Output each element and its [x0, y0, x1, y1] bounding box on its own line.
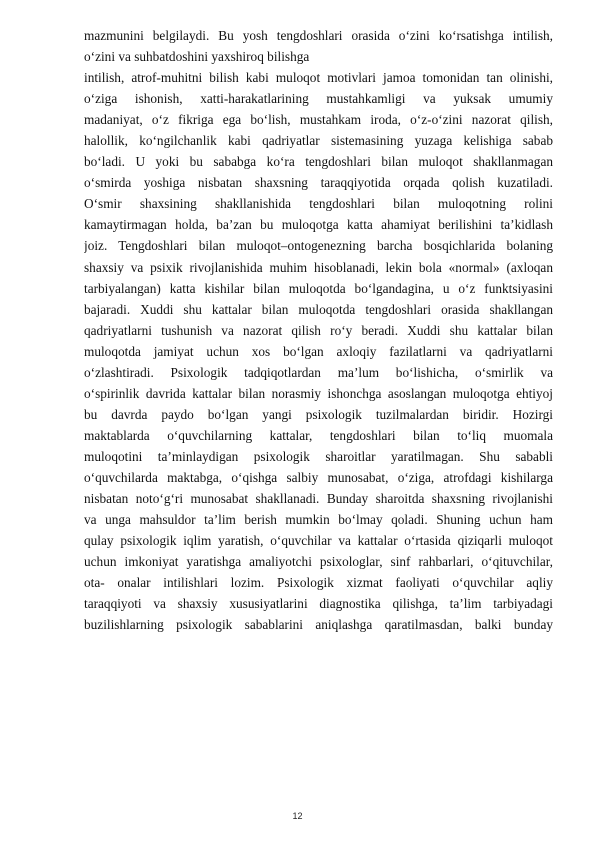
text-line: nisbatan noto‘g‘ri munosabat shakllanadi. Bunday sharoitda shaxsning rivojlanishi: [84, 491, 553, 507]
page-number: 12: [292, 811, 303, 821]
text-line: bajaradi. Xuddi shu kattalar bilan muloqotda tengdoshlari orasida shakllangan: [84, 301, 553, 317]
text-line: intilish, atrof-muhitni bilish kabi muloqot motivlari jamoa tomonidan tan olinishi,: [84, 70, 553, 86]
text-line: madaniyat, o‘z fikriga ega bo‘lish, mustahkam iroda, o‘z-o‘zini nazorat qilish,: [84, 112, 553, 128]
text-line: bo‘ladi. U yoki bu sababga ko‘ra tengdoshlari bilan muloqot shakllanmagan: [84, 154, 553, 170]
text-line: halollik, ko‘ngilchanlik kabi qadriyatlar sistemasining yuzaga kelishiga sabab: [84, 133, 553, 149]
text-line: joiz. Tengdoshlari bilan muloqot–ontogenezning barcha bosqichlarida bolaning: [84, 238, 553, 254]
text-line: o‘spirinlik davrida kattalar bilan norasmiy ishonchga asoslangan muloqotga ehtiyoj: [84, 385, 553, 401]
body-text: [84, 25, 553, 635]
text-line: o‘ziga ishonish, xatti-harakatlarining mustahkamligi va yuksak umumiy: [84, 91, 553, 107]
text-line: o‘zini va suhbatdoshini yaxshiroq bilishga: [84, 49, 310, 65]
text-line: taraqqiyoti va shaxsiy xususiyatlarini diagnostika qilishga, ta’lim tarbiyadagi: [84, 596, 553, 612]
text-line: kamaytirmagan holda, ba’zan bu muloqotga katta ahamiyat berilishini ta’kidlash: [84, 217, 553, 233]
text-line: bu davrda paydo bo‘lgan yangi psixologik tuzilmalardan biridir. Hozirgi: [84, 406, 553, 422]
text-line: shaxsiy va psixik rivojlanishida muhim hisoblanadi, lekin bola «normal» (axloqan: [84, 259, 553, 275]
text-line: o‘smirda yoshiga nisbatan shaxsning taraqqiyotida orqada qolish kuzatiladi.: [84, 175, 553, 191]
text-line: o‘zlashtiradi. Psixologik tadqiqotlardan ma’lum bo‘lishicha, o‘smirlik va: [84, 364, 553, 380]
text-line: ota- onalar intilishlari lozim. Psixologik xizmat faoliyati o‘quvchilar aqliy: [84, 575, 553, 591]
text-line: maktablarda o‘quvchilarning kattalar, tengdoshlari bilan to‘liq muomala: [84, 427, 553, 443]
text-line: qulay psixologik iqlim yaratish, o‘quvchilar va kattalar o‘rtasida qiziqarli muloqot: [84, 533, 553, 549]
text-line: muloqotda jamiyat uchun xos bo‘lgan axloqiy fazilatlarni va qadriyatlarni: [84, 343, 553, 359]
text-line: O‘smir shaxsining shakllanishida tengdoshlari bilan muloqotning rolini: [84, 196, 553, 212]
text-line: o‘quvchilarda maktabga, o‘qishga salbiy munosabat, o‘ziga, atrofdagi kishilarga: [84, 469, 553, 485]
text-line: buzilishlarning psixologik sabablarini aniqlashga qaratilmasdan, balki bunday: [84, 617, 553, 633]
text-line: mazmunini belgilaydi. Bu yosh tengdoshlari orasida o‘zini ko‘rsatishga intilish,: [84, 28, 553, 43]
text-line: va unga mahsuldor ta’lim berish mumkin bo‘lmay qoladi. Shuning uchun ham: [84, 512, 553, 528]
text-line: qadriyatlarni tushunish va nazorat qilish ro‘y beradi. Xuddi shu kattalar bilan: [84, 322, 553, 338]
text-line: tarbiyalangan) katta kishilar bilan muloqotda bo‘lgandagina, u o‘z funktsiyasini: [84, 280, 553, 296]
text-line: muloqotini ta’minlaydigan psixologik sharoitlar yaratilmagan. Shu sababli: [84, 448, 553, 464]
text-line: uchun imkoniyat yaratishga amaliyotchi psixologlar, sinf rahbarlari, o‘qituvchilar,: [84, 554, 553, 570]
